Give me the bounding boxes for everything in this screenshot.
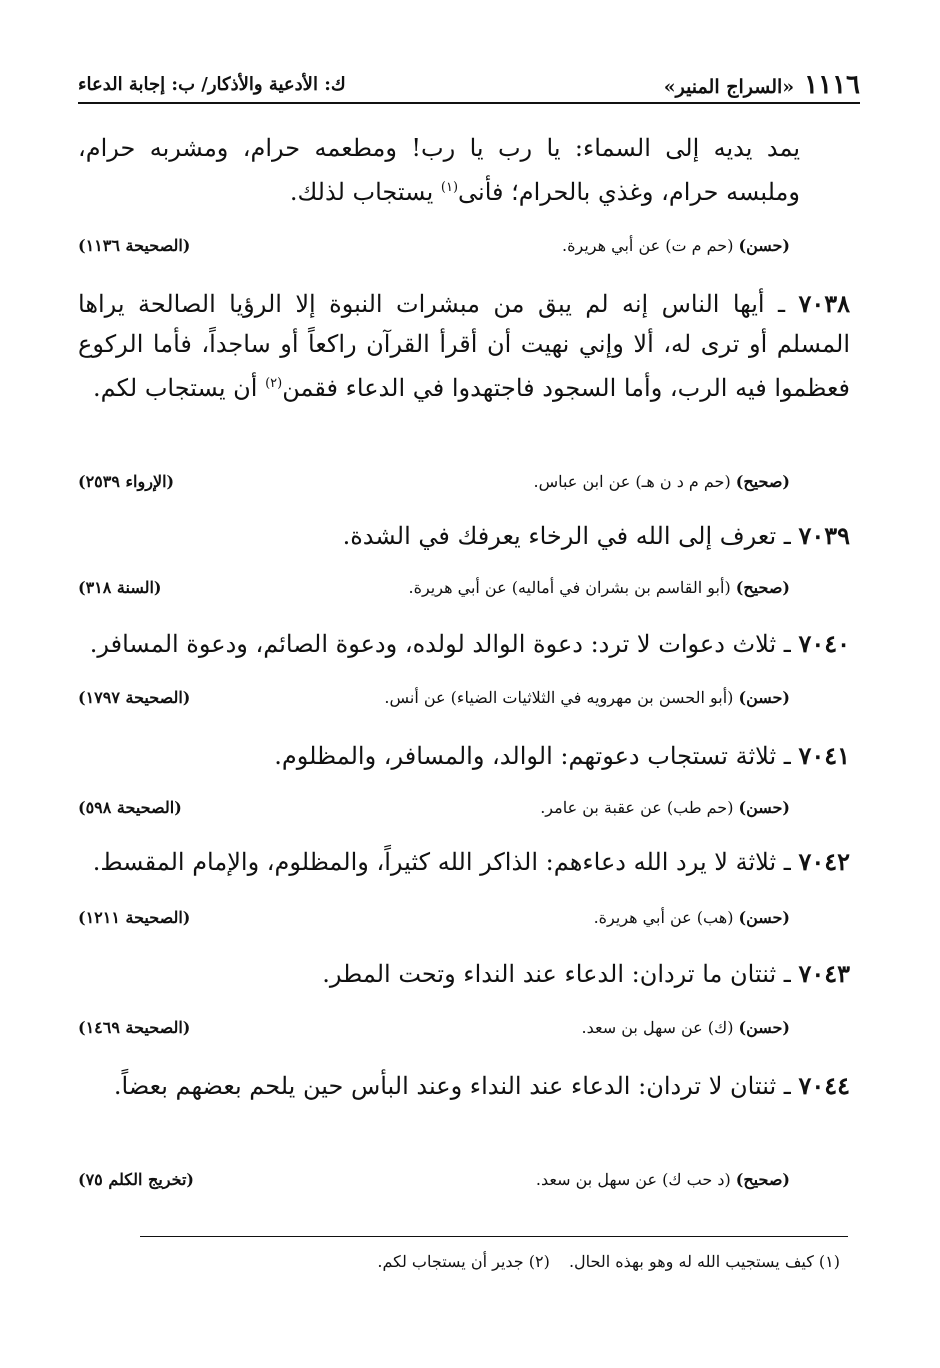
footnotes — [363, 1252, 840, 1271]
hadith-source: (حسن) (هب) عن أبي هريرة. (الصحيحة ١٢١١) — [78, 908, 790, 927]
book-title: «السراج المنير» — [663, 76, 795, 98]
hadith-text: ٧٠٤٤ ـ ثنتان لا تردان: الدعاء عند النداء وعند البأس حين يلحم بعضهم بعضاً. — [113, 1071, 850, 1100]
hadith-source: (حسن) (أبو الحسن بن مهرويه في الثلاثيات الضياء) عن أنس. (الصحيحة ١٧٩٧) — [78, 688, 790, 707]
footnote-rule — [140, 1236, 848, 1237]
hadith-reference: (الصحيحة ١٤٦٩) — [78, 1018, 191, 1037]
hadith-reference: (الصحيحة ٥٩٨) — [78, 798, 182, 817]
header-rule — [78, 102, 860, 104]
hadith-entry — [78, 128, 800, 212]
hadith-reference: (تخريج الكلم ٧٥) — [78, 1170, 194, 1189]
hadith-number: ٧٠٤١ — [798, 741, 850, 770]
hadith-number: ٧٠٤٠ — [798, 629, 850, 658]
hadith-entry — [78, 736, 850, 776]
hadith-source: (حسن) (ك) عن سهل بن سعد. (الصحيحة ١٤٦٩) — [78, 1018, 790, 1037]
hadith-entry — [78, 1066, 850, 1106]
hadith-grade: (صحيح) — [735, 1170, 790, 1189]
hadith-grade: (حسن) — [738, 798, 790, 817]
hadith-text: ٧٠٤٢ ـ ثلاثة لا يرد الله دعاءهم: الذاكر الله كثيراً، والمظلوم، والإمام المقسط. — [92, 847, 850, 876]
hadith-number: ٧٠٣٩ — [798, 521, 850, 550]
hadith-entry — [78, 624, 850, 664]
hadith-entry — [78, 284, 850, 408]
hadith-source: (صحيح) (أبو القاسم بن بشران في أماليه) عن أبي هريرة. (السنة ٣١٨) — [78, 578, 790, 597]
chapter-title: ك: الأدعية والأذكار/ ب: إجابة الدعاء — [78, 74, 346, 95]
hadith-entry — [78, 954, 850, 994]
hadith-reference: (الصحيحة ١٧٩٧) — [78, 688, 191, 707]
hadith-grade: (حسن) — [738, 1018, 790, 1037]
hadith-entry — [78, 842, 850, 882]
hadith-grade: (حسن) — [738, 688, 790, 707]
hadith-grade: (حسن) — [738, 908, 790, 927]
hadith-entry — [78, 516, 850, 556]
hadith-source: (صحيح) (د حب ك) عن سهل بن سعد. (تخريج الكلم ٧٥) — [78, 1170, 790, 1189]
page-number: ١١١٦ — [804, 70, 860, 100]
footnote-1: (١) كيف يستجيب الله له وهو بهذه الحال. — [568, 1252, 840, 1271]
hadith-text: ٧٠٤٣ ـ ثنتان ما تردان: الدعاء عند النداء وتحت المطر. — [322, 959, 850, 988]
hadith-number: ٧٠٤٢ — [798, 847, 850, 876]
hadith-source: (حسن) (حم طب) عن عقبة بن عامر. (الصحيحة ٥٩٨) — [78, 798, 790, 817]
hadith-grade: (حسن) — [738, 236, 790, 255]
hadith-grade: (صحيح) — [735, 472, 790, 491]
hadith-reference: (الإرواء ٢٥٣٩) — [78, 472, 175, 491]
hadith-text: ٧٠٤٠ ـ ثلاث دعوات لا ترد: دعوة الوالد لولده، ودعوة الصائم، ودعوة المسافر. — [89, 629, 850, 658]
hadith-number: ٧٠٤٤ — [798, 1071, 850, 1100]
footnote-mark: (٢) — [265, 376, 283, 391]
hadith-source: (حسن) (حم م ت) عن أبي هريرة. (الصحيحة ١١٣٦) — [78, 236, 790, 255]
hadith-reference: (الصحيحة ١٢١١) — [78, 908, 191, 927]
hadith-grade: (صحيح) — [735, 578, 790, 597]
hadith-number: ٧٠٣٨ — [798, 289, 850, 318]
hadith-text: ٧٠٤١ ـ ثلاثة تستجاب دعوتهم: الوالد، والمسافر، والمظلوم. — [274, 741, 850, 770]
page-header — [78, 62, 860, 106]
hadith-source: (صحيح) (حم م د ن هـ) عن ابن عباس. (الإرواء ٢٥٣٩) — [78, 472, 790, 491]
footnote-2: (٢) جدير أن يستجاب لكم. — [377, 1252, 550, 1271]
hadith-reference: (الصحيحة ١١٣٦) — [78, 236, 191, 255]
hadith-text: ٧٠٣٩ ـ تعرف إلى الله في الرخاء يعرفك في الشدة. — [342, 521, 850, 550]
footnote-mark: (١) — [440, 180, 459, 195]
hadith-reference: (السنة ٣١٨) — [78, 578, 162, 597]
hadith-number: ٧٠٤٣ — [798, 959, 850, 988]
hadith-text: ٧٠٣٨ ـ أيها الناس إنه لم يبق من مبشرات النبوة إلا الرؤيا الصالحة يراها المسلم أو ترى له، ألا وإني نهيت أن أقرأ القرآن راكعاً أو ساجداً، فأما الركوع فعظموا فيه الرب، وأما السجود فاجتهدوا في الدعاء فقمن$^{(٢)}$ أن يستجاب لكم. — [78, 289, 850, 402]
hadith-text: يمد يديه إلى السماء: يا رب يا رب! ومطعمه حرام، ومشربه حرام، وملبسه حرام، وغذي بالحرام؛ فأنى$^{(١)}$ يستجاب لذلك. — [78, 134, 800, 206]
